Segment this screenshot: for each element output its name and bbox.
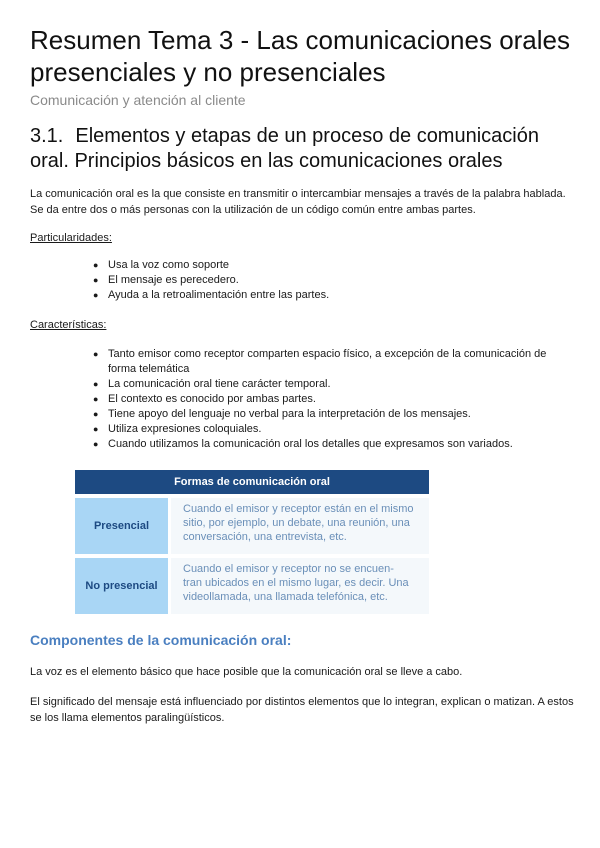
intro-line-2: Se da entre dos o más personas con la utilización de un código común entre ambas partes.	[30, 204, 476, 216]
componentes-paragraph-2	[30, 694, 575, 726]
title-line-2: presenciales y no presenciales	[30, 57, 386, 87]
table-header: Formas de comunicación oral	[75, 470, 429, 494]
section-title-line-1: Elementos y etapas de un proceso de comunicación	[75, 125, 539, 147]
list-item	[108, 347, 575, 377]
intro-line-1: La comunicación oral es la que consiste en transmitir o intercambiar mensajes a través de la palabra hablada.	[30, 188, 566, 200]
table-category-cell: Presencial	[75, 498, 168, 554]
document-page	[30, 24, 575, 726]
table-description-line: conversación, una entrevista, etc.	[183, 531, 347, 543]
forms-table	[75, 470, 429, 614]
list-item: ● La comunicación oral tiene carácter temporal.	[108, 377, 575, 392]
list-item: ● Ayuda a la retroalimentación entre las partes.	[108, 288, 575, 303]
table-description-line: tran ubicados en el mismo lugar, es decir. Una	[183, 577, 409, 589]
list-item-line: ● Tanto emisor como receptor comparten espacio físico, a excepción de la comunicación de	[108, 348, 547, 360]
list-item: ● Tiene apoyo del lenguaje no verbal para la interpretación de los mensajes.	[108, 407, 575, 422]
document-subtitle: Comunicación y atención al cliente	[30, 92, 246, 108]
paragraph-line: se los llama elementos paralingüísticos.	[30, 712, 225, 724]
section-title-line-2: oral. Principios básicos en las comunicaciones orales	[30, 150, 503, 172]
list-item: ● Usa la voz como soporte	[108, 258, 575, 273]
table-description-cell	[171, 558, 429, 614]
particularidades-label: Particularidades:	[30, 232, 112, 244]
caracteristicas-label: Características:	[30, 319, 107, 331]
list-item: ● El contexto es conocido por ambas partes.	[108, 392, 575, 407]
intro-paragraph	[30, 186, 575, 218]
componentes-paragraph-1: La voz es el elemento básico que hace posible que la comunicación oral se lleve a cabo.	[30, 666, 463, 678]
list-item: ● Cuando utilizamos la comunicación oral los detalles que expresamos son variados.	[108, 437, 575, 452]
particularidades-list	[30, 258, 575, 303]
table-description-line: videollamada, una llamada telefónica, etc.	[183, 591, 388, 603]
table-row	[75, 498, 429, 554]
table-description-line: Cuando el emisor y receptor están en el mismo	[183, 503, 414, 515]
list-item: ● Utiliza expresiones coloquiales.	[108, 422, 575, 437]
caracteristicas-list	[30, 347, 575, 452]
table-description-line: Cuando el emisor y receptor no se encuen-	[183, 563, 394, 575]
componentes-heading: Componentes de la comunicación oral:	[30, 632, 292, 648]
table-row	[75, 558, 429, 614]
list-item: ● El mensaje es perecedero.	[108, 273, 575, 288]
document-title	[30, 24, 575, 88]
section-number: 3.1.	[30, 125, 64, 147]
section-heading	[30, 124, 575, 174]
title-line-1: Resumen Tema 3 - Las comunicaciones orales	[30, 25, 571, 55]
list-item-line: forma telemática	[108, 363, 190, 375]
table-description-line: sitio, por ejemplo, un debate, una reunión, una	[183, 517, 410, 529]
paragraph-line: El significado del mensaje está influenciado por distintos elementos que lo integran, explican o matizan. A estos	[30, 696, 574, 708]
table-description-cell	[171, 498, 429, 554]
table-category-cell: No presencial	[75, 558, 168, 614]
